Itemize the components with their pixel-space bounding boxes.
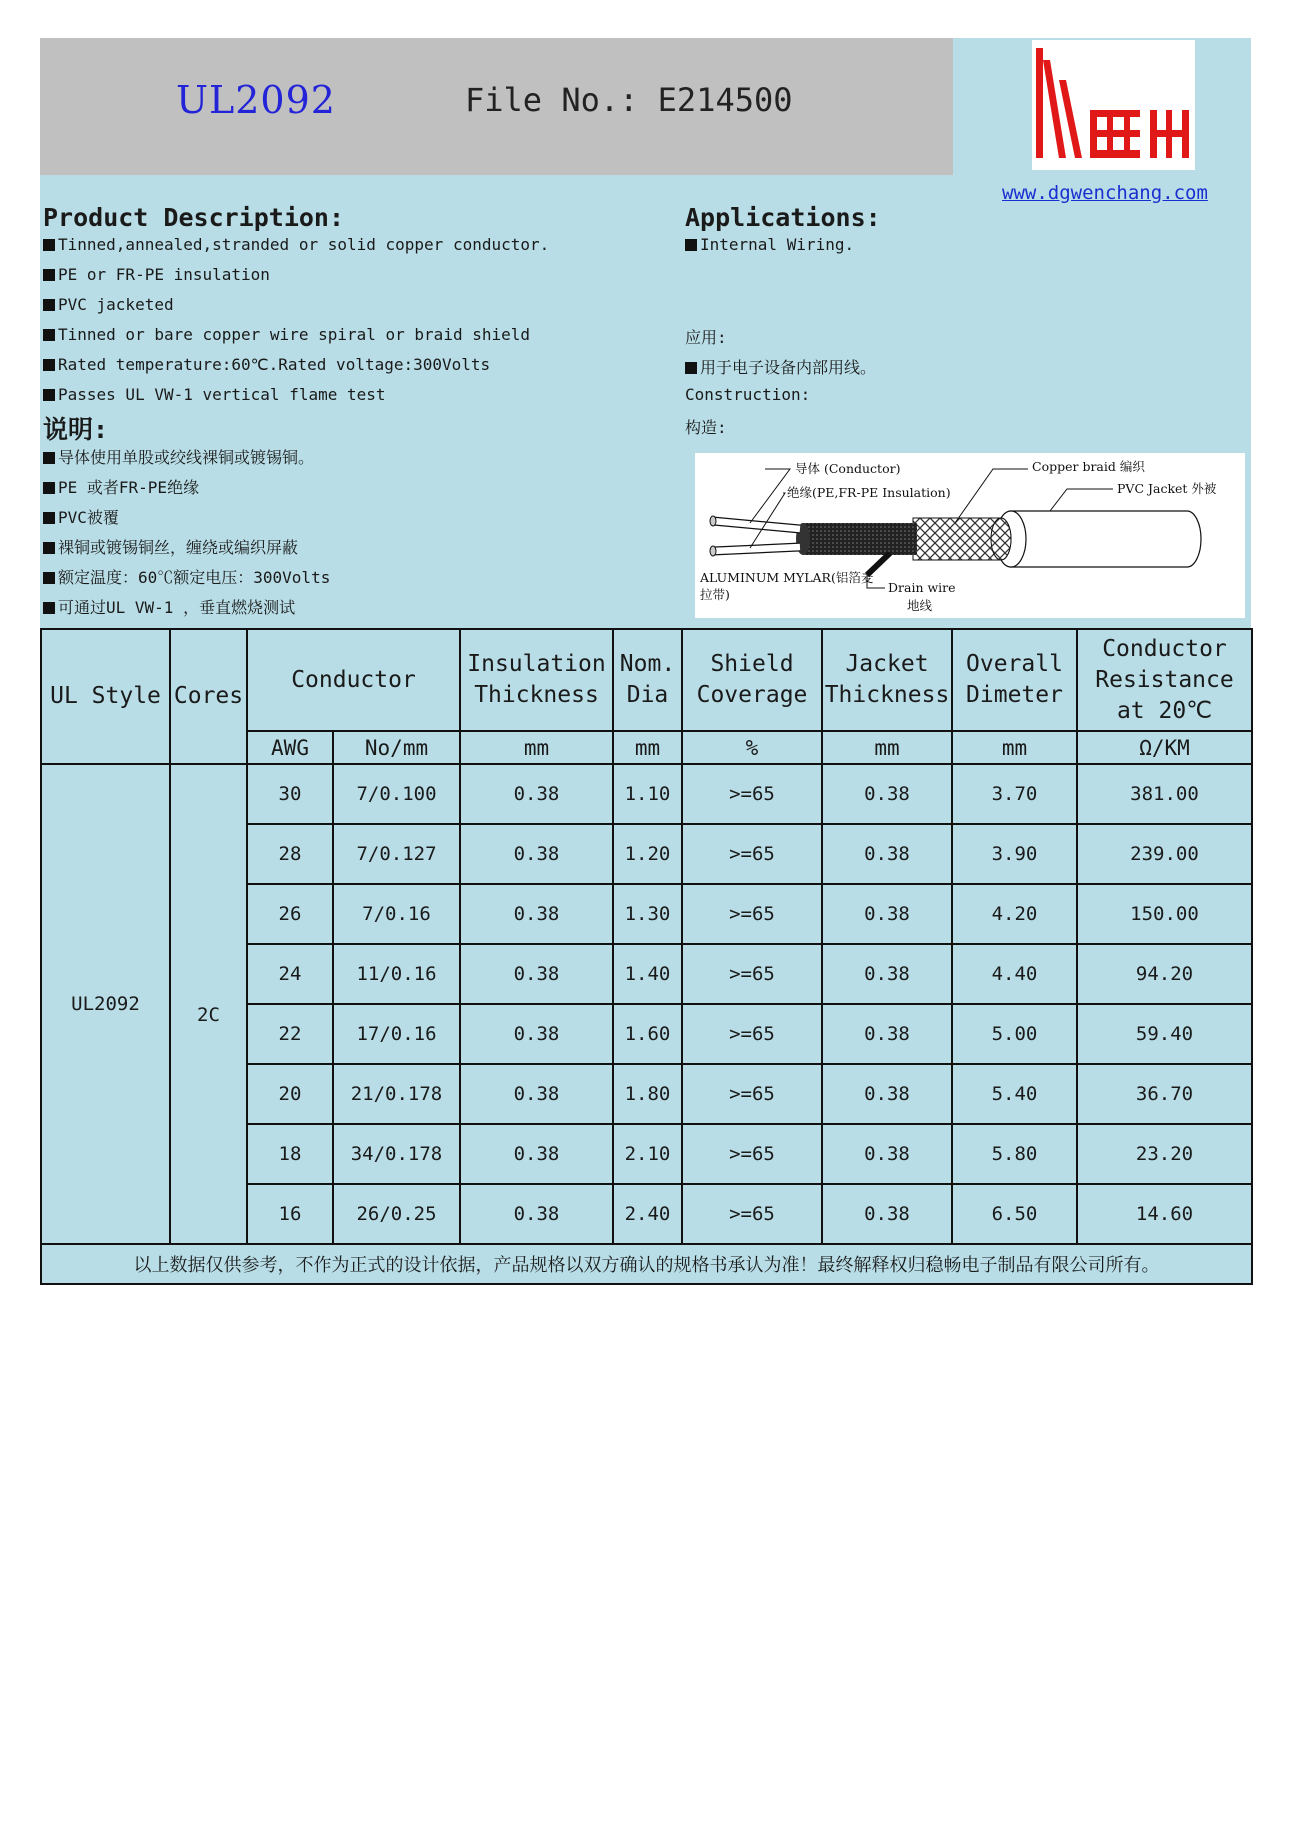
cell-awg: 18	[247, 1124, 333, 1184]
page-title: UL2092	[176, 78, 336, 122]
bullet-icon	[43, 452, 55, 464]
cell-shield: >=65	[682, 884, 822, 944]
bullet-icon	[43, 542, 55, 554]
construction-label: Construction:	[685, 385, 811, 404]
bullet-icon	[43, 512, 55, 524]
label-braid: Copper braid 编织	[1032, 459, 1145, 474]
cell-insulation: 0.38	[460, 1064, 613, 1124]
cell-overall: 3.90	[952, 824, 1077, 884]
cell-no-mm: 34/0.178	[333, 1124, 460, 1184]
cell-nom: 2.40	[613, 1184, 682, 1244]
cell-no-mm: 7/0.16	[333, 884, 460, 944]
bullet-icon	[43, 239, 55, 251]
applications-item: Internal Wiring.	[685, 235, 854, 254]
col-ul-style: UL Style	[41, 629, 170, 764]
cell-jacket: 0.38	[822, 1064, 952, 1124]
description-item: Tinned,annealed,stranded or solid copper conductor.	[43, 235, 549, 254]
label-drain-2: 地线	[907, 598, 933, 613]
label-mylar-2: 拉带)	[700, 587, 730, 602]
cell-shield: >=65	[682, 1004, 822, 1064]
description-cn-item: 可通过UL VW-1 ，垂直燃烧测试	[43, 595, 295, 618]
cell-no-mm: 11/0.16	[333, 944, 460, 1004]
label-jacket: PVC Jacket 外被	[1117, 481, 1217, 496]
label-drain: Drain wire	[888, 580, 956, 595]
label-insulation: 绝缘(PE,FR-PE Insulation)	[787, 485, 951, 500]
website-link[interactable]: www.dgwenchang.com	[1002, 182, 1208, 204]
col-jacket: Jacket Thickness	[822, 629, 952, 731]
company-logo	[1032, 40, 1195, 170]
label-conductor: 导体 (Conductor)	[795, 461, 901, 476]
bullet-icon	[43, 299, 55, 311]
cores-cell: 2C	[170, 764, 247, 1244]
unit-insulation: mm	[460, 731, 613, 764]
bullet-icon	[43, 329, 55, 341]
cell-shield: >=65	[682, 944, 822, 1004]
col-cores: Cores	[170, 629, 247, 764]
table-row	[41, 764, 1252, 824]
bullet-icon	[43, 359, 55, 371]
col-shield: Shield Coverage	[682, 629, 822, 731]
description-cn-item: PVC被覆	[43, 505, 119, 528]
description-item: PE or FR-PE insulation	[43, 265, 270, 284]
cell-resistance: 59.40	[1077, 1004, 1252, 1064]
description-cn-item: 导体使用单股或绞线裸铜或镀锡铜。	[43, 445, 314, 468]
cell-nom: 1.30	[613, 884, 682, 944]
cell-awg: 16	[247, 1184, 333, 1244]
cell-no-mm: 26/0.25	[333, 1184, 460, 1244]
cell-shield: >=65	[682, 764, 822, 824]
spec-table	[40, 628, 1253, 1285]
description-cn-item: 额定温度：60℃额定电压：300Volts	[43, 565, 330, 588]
cell-insulation: 0.38	[460, 824, 613, 884]
unit-jacket: mm	[822, 731, 952, 764]
unit-no-mm: No/mm	[333, 731, 460, 764]
cell-insulation: 0.38	[460, 1184, 613, 1244]
cell-jacket: 0.38	[822, 1004, 952, 1064]
table-header-row	[41, 629, 1252, 731]
cell-resistance: 36.70	[1077, 1064, 1252, 1124]
label-mylar: ALUMINUM MYLAR(铝箔麦	[700, 570, 874, 585]
cell-awg: 30	[247, 764, 333, 824]
description-cn-item: 裸铜或镀锡铜丝，缠绕或编织屏蔽	[43, 535, 298, 558]
cell-insulation: 0.38	[460, 884, 613, 944]
description-cn-heading: 说明:	[43, 415, 109, 444]
construction-cn-label: 构造:	[685, 418, 727, 437]
cell-jacket: 0.38	[822, 1124, 952, 1184]
bullet-icon	[43, 602, 55, 614]
bullet-icon	[43, 269, 55, 281]
bullet-icon	[43, 572, 55, 584]
col-insulation: Insulation Thickness	[460, 629, 613, 731]
description-item: Passes UL VW-1 vertical flame test	[43, 385, 386, 404]
bullet-icon	[43, 389, 55, 401]
applications-cn-heading: 应用:	[685, 328, 727, 347]
description-item: Rated temperature:60℃.Rated voltage:300Volts	[43, 355, 490, 374]
disclaimer-note: 以上数据仅供参考，不作为正式的设计依据，产品规格以双方确认的规格书承认为准！最终解释权归稳畅电子制品有限公司所有。	[41, 1244, 1252, 1284]
cell-overall: 6.50	[952, 1184, 1077, 1244]
cell-insulation: 0.38	[460, 1124, 613, 1184]
cell-overall: 5.40	[952, 1064, 1077, 1124]
cell-resistance: 23.20	[1077, 1124, 1252, 1184]
cell-shield: >=65	[682, 1124, 822, 1184]
cell-nom: 1.40	[613, 944, 682, 1004]
bullet-icon	[685, 239, 697, 251]
applications-cn-item: 用于电子设备内部用线。	[685, 355, 876, 378]
col-overall: Overall Dimeter	[952, 629, 1077, 731]
applications-heading: Applications:	[685, 203, 881, 232]
unit-nom: mm	[613, 731, 682, 764]
cell-jacket: 0.38	[822, 944, 952, 1004]
cell-insulation: 0.38	[460, 1004, 613, 1064]
cell-no-mm: 17/0.16	[333, 1004, 460, 1064]
cell-jacket: 0.38	[822, 1184, 952, 1244]
cell-awg: 26	[247, 884, 333, 944]
cell-resistance: 94.20	[1077, 944, 1252, 1004]
cell-resistance: 14.60	[1077, 1184, 1252, 1244]
col-nom-dia: Nom. Dia	[613, 629, 682, 731]
cable-cross-section-icon	[695, 453, 1245, 618]
cell-shield: >=65	[682, 1064, 822, 1124]
description-item: PVC jacketed	[43, 295, 174, 314]
cell-nom: 1.60	[613, 1004, 682, 1064]
cell-jacket: 0.38	[822, 764, 952, 824]
cell-overall: 5.80	[952, 1124, 1077, 1184]
cell-overall: 4.20	[952, 884, 1077, 944]
cell-overall: 4.40	[952, 944, 1077, 1004]
wch-logo-icon	[1032, 40, 1195, 170]
cell-jacket: 0.38	[822, 824, 952, 884]
cell-shield: >=65	[682, 824, 822, 884]
unit-awg: AWG	[247, 731, 333, 764]
cell-awg: 22	[247, 1004, 333, 1064]
col-resistance: Conductor Resistance at 20℃	[1077, 629, 1252, 731]
bullet-icon	[685, 362, 697, 374]
spec-sheet	[40, 38, 1251, 1286]
cell-resistance: 150.00	[1077, 884, 1252, 944]
cell-resistance: 381.00	[1077, 764, 1252, 824]
description-cn-item: PE 或者FR-PE绝缘	[43, 475, 199, 498]
cell-overall: 5.00	[952, 1004, 1077, 1064]
cell-awg: 28	[247, 824, 333, 884]
cell-nom: 1.10	[613, 764, 682, 824]
cable-construction-diagram	[695, 453, 1245, 618]
cell-no-mm: 21/0.178	[333, 1064, 460, 1124]
ul-style-cell: UL2092	[41, 764, 170, 1244]
cell-nom: 2.10	[613, 1124, 682, 1184]
cell-insulation: 0.38	[460, 944, 613, 1004]
description-item: Tinned or bare copper wire spiral or braid shield	[43, 325, 530, 344]
cell-no-mm: 7/0.100	[333, 764, 460, 824]
cell-jacket: 0.38	[822, 884, 952, 944]
bullet-icon	[43, 482, 55, 494]
cell-nom: 1.20	[613, 824, 682, 884]
cell-overall: 3.70	[952, 764, 1077, 824]
cell-nom: 1.80	[613, 1064, 682, 1124]
cell-no-mm: 7/0.127	[333, 824, 460, 884]
cell-insulation: 0.38	[460, 764, 613, 824]
unit-shield: %	[682, 731, 822, 764]
cell-awg: 24	[247, 944, 333, 1004]
cell-resistance: 239.00	[1077, 824, 1252, 884]
cell-awg: 20	[247, 1064, 333, 1124]
description-heading: Product Description:	[43, 203, 345, 232]
unit-overall: mm	[952, 731, 1077, 764]
col-conductor: Conductor	[247, 629, 460, 731]
cell-shield: >=65	[682, 1184, 822, 1244]
unit-resistance: Ω/KM	[1077, 731, 1252, 764]
file-number: File No.: E214500	[465, 81, 793, 119]
disclaimer-row	[41, 1244, 1252, 1284]
